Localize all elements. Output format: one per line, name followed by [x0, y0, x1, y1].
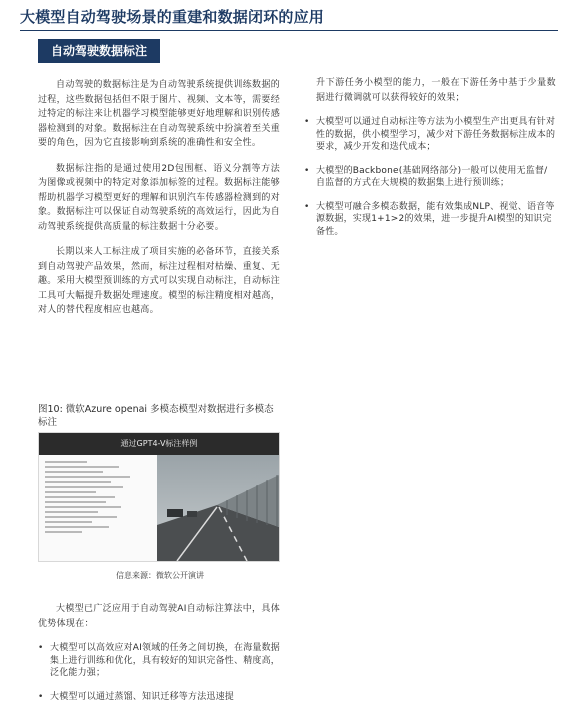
list-item: • 大模型可以通过自动标注等方法为小模型生产出更具有针对性的数据，供小模型学习，减少对下游任务数据标注成本的要求，减少开发和迭代成本；	[304, 116, 556, 154]
figure-header: 通过GPT4-V标注样例	[39, 433, 279, 455]
title-divider	[20, 30, 558, 31]
section-badge: 自动驾驶数据标注	[38, 39, 160, 63]
advantages-intro: 大模型已广泛应用于自动驾驶AI自动标注算法中，具体优势体现在：	[38, 604, 280, 629]
list-item: • 大模型可融合多模态数据，能有效集成NLP、视觉、语音等源数据，实现1+1>2的效果，进一步提升AI模型的知识完备性。	[304, 201, 556, 239]
figure-image	[38, 432, 280, 562]
paragraph-manual-vs-auto: 长期以来人工标注成了项目实施的必备环节，直接关系到自动驾驶产品效果，然而，标注过程相对枯燥、重复、无趣。采用大模型预训练的方式可以实现自动标注，自动标注工具可大幅提升数据处理速度。模型的标注精度相对越高，对人的替代程度相应也越高。	[38, 247, 280, 315]
list-item: • 大模型的Backbone(基础网络部分)一般可以使用无监督/自监督的方式在大规模的数据集上进行预训练；	[304, 165, 556, 190]
bullet-continuation: 升下游任务小模型的能力，一般在下游任务中基于少量数据进行微调就可以获得较好的效果；	[316, 78, 556, 103]
list-item: • 大模型可以通过蒸馏、知识迁移等方法迅速提	[38, 691, 280, 704]
figure-source: 信息来源：微软公开演讲	[116, 571, 204, 580]
code-panel	[39, 455, 157, 561]
advantages-section	[38, 602, 280, 714]
list-item: • 大模型可以高效应对AI领域的任务之间切换，在海量数据集上进行训练和优化，具有较好的知识完备性、精度高，泛化能力强；	[38, 642, 280, 680]
left-column	[38, 78, 280, 329]
road-scene-image	[157, 455, 279, 561]
figure-caption: 图10: 微软Azure openai 多模态模型对数据进行多模态标注	[38, 404, 274, 428]
paragraph-intro: 自动驾驶的数据标注是为自动驾驶系统提供训练数据的过程，这些数据包括但不限于图片、视频、文本等，需要经过特定的标注来让机器学习模型能够更好地理解和识别传感器检测到的对象。数据标注在自动驾驶系统中扮演着至关重要的角色，因为它直接影响到系统的准确性和安全性。	[38, 80, 280, 148]
advantages-list-right	[304, 116, 556, 238]
right-column	[304, 76, 556, 249]
page-title: 大模型自动驾驶场景的重建和数据闭环的应用	[20, 8, 325, 26]
paragraph-definition: 数据标注指的是通过使用2D包围框、语义分割等方法为图像或视频中的特定对象添加标签的过程。数据标注能够帮助机器学习模型更好的理解和识别汽车传感器检测到的对象。数据标注可以保证自动驾驶系统的高效运行，因此为自动驾驶系统提供高质量的标注数据十分必要。	[38, 163, 280, 232]
advantages-list-left	[38, 642, 280, 703]
